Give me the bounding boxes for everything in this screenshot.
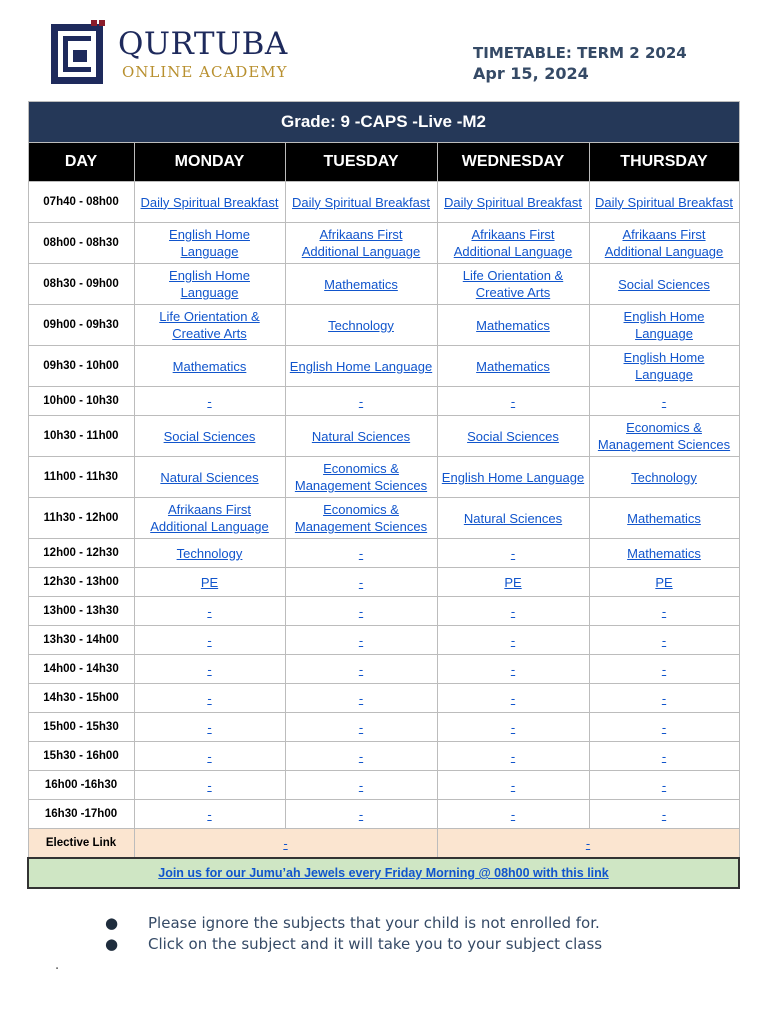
- cell-tuesday: [285, 597, 437, 626]
- time-slot: 15h00 - 15h30: [28, 713, 134, 742]
- table-row: [28, 387, 739, 416]
- subject-link[interactable]: -: [661, 632, 667, 648]
- table-row: [28, 771, 739, 800]
- table-row: [28, 742, 739, 771]
- subject-link[interactable]: Daily Spiritual Breakfast: [444, 194, 582, 210]
- cell-thursday: [589, 264, 739, 305]
- cell-wednesday: [437, 498, 589, 539]
- trailing-mark: .: [55, 958, 60, 973]
- time-slot: 15h30 - 16h00: [28, 742, 134, 771]
- subject-link[interactable]: English Home Language: [169, 268, 250, 300]
- subject-link[interactable]: Technology: [328, 317, 394, 333]
- cell-tuesday: [285, 346, 437, 387]
- timetable: [27, 101, 740, 889]
- time-slot: 11h00 - 11h30: [28, 457, 134, 498]
- table-row: [28, 346, 739, 387]
- cell-thursday: [589, 539, 739, 568]
- subject-link[interactable]: -: [207, 719, 212, 735]
- subject-link[interactable]: Daily Spiritual Breakfast: [595, 194, 733, 210]
- cell-thursday: [589, 416, 739, 457]
- cell-monday: [134, 182, 285, 223]
- jumuah-jewels-link[interactable]: Join us for our Jumu’ah Jewels every Friday Morning @ 08h00 with this link: [158, 866, 609, 880]
- subject-link[interactable]: English Home Language: [623, 350, 705, 382]
- note-item: [105, 934, 602, 955]
- day-header-thursday: THURSDAY: [589, 143, 739, 182]
- table-row: [28, 684, 739, 713]
- subject-link[interactable]: Social Sciences: [467, 428, 559, 444]
- table-row: [28, 457, 739, 498]
- cell-thursday: [589, 800, 739, 829]
- subject-link[interactable]: -: [661, 777, 667, 793]
- subject-link[interactable]: -: [358, 632, 364, 648]
- cell-tuesday: [285, 305, 437, 346]
- time-slot: 10h00 - 10h30: [28, 387, 134, 416]
- grade-title: Grade: 9 -CAPS -Live -M2: [28, 102, 739, 143]
- subject-link[interactable]: -: [358, 393, 364, 409]
- cell-tuesday: [285, 713, 437, 742]
- subject-link[interactable]: -: [510, 632, 516, 648]
- cell-tuesday: [285, 626, 437, 655]
- cell-tuesday: [285, 264, 437, 305]
- subject-link[interactable]: Technology: [176, 545, 243, 561]
- time-slot: 08h00 - 08h30: [28, 223, 134, 264]
- cell-tuesday: [285, 539, 437, 568]
- table-row: [28, 223, 739, 264]
- subject-link[interactable]: -: [207, 603, 212, 619]
- subject-link[interactable]: -: [358, 719, 364, 735]
- subject-link[interactable]: Mathematics: [172, 358, 247, 374]
- cell-wednesday: [437, 346, 589, 387]
- cell-tuesday: [285, 416, 437, 457]
- subject-link[interactable]: Afrikaans First Additional Language: [604, 227, 724, 259]
- cell-tuesday: [285, 223, 437, 264]
- cell-wednesday: [437, 771, 589, 800]
- cell-monday: [134, 539, 285, 568]
- cell-thursday: [589, 626, 739, 655]
- timetable-date: Apr 15, 2024: [473, 64, 589, 83]
- cell-thursday: [589, 597, 739, 626]
- subject-link[interactable]: Technology: [631, 469, 697, 485]
- subject-link[interactable]: Life Orientation & Creative Arts: [159, 309, 260, 341]
- subject-link[interactable]: Daily Spiritual Breakfast: [140, 194, 279, 210]
- bullet-icon: ●: [105, 935, 119, 953]
- cell-wednesday: [437, 223, 589, 264]
- subject-link[interactable]: English Home Language: [289, 358, 433, 374]
- cell-tuesday: [285, 684, 437, 713]
- cell-thursday: [589, 182, 739, 223]
- cell-thursday: [589, 568, 739, 597]
- time-slot: 10h30 - 11h00: [28, 416, 134, 457]
- cell-monday: [134, 223, 285, 264]
- cell-wednesday: [437, 800, 589, 829]
- cell-monday: [134, 416, 285, 457]
- subject-link[interactable]: -: [207, 690, 212, 706]
- table-row: [28, 264, 739, 305]
- subject-link[interactable]: Mathematics: [476, 317, 550, 333]
- cell-thursday: [589, 387, 739, 416]
- page-header: [0, 0, 768, 100]
- table-row: [28, 182, 739, 223]
- subject-link[interactable]: Afrikaans First Additional Language: [301, 227, 421, 259]
- cell-thursday: [589, 305, 739, 346]
- subject-link[interactable]: -: [358, 806, 364, 822]
- subject-link[interactable]: -: [358, 777, 364, 793]
- day-header-row: [28, 143, 739, 182]
- cell-thursday: [589, 498, 739, 539]
- cell-monday: [134, 771, 285, 800]
- subject-link[interactable]: -: [207, 777, 212, 793]
- cell-wednesday: [437, 684, 589, 713]
- timetable-term: TIMETABLE: TERM 2 2024: [473, 44, 687, 62]
- cell-thursday: [589, 742, 739, 771]
- elective-label: Elective Link: [28, 829, 134, 859]
- subject-link[interactable]: Daily Spiritual Breakfast: [292, 194, 430, 210]
- cell-tuesday: [285, 568, 437, 597]
- subject-link[interactable]: Mathematics: [627, 545, 701, 561]
- cell-wednesday: [437, 264, 589, 305]
- subject-link[interactable]: -: [510, 603, 516, 619]
- subject-link[interactable]: -: [358, 690, 364, 706]
- subject-link[interactable]: Afrikaans First Additional Language: [150, 502, 269, 534]
- subject-link[interactable]: Natural Sciences: [160, 469, 259, 485]
- subject-link[interactable]: Economics & Management Sciences: [294, 461, 428, 493]
- subject-link[interactable]: -: [661, 719, 667, 735]
- cell-wednesday: [437, 713, 589, 742]
- day-column-header: DAY: [28, 143, 134, 182]
- cell-wednesday: [437, 568, 589, 597]
- time-slot: 16h30 -17h00: [28, 800, 134, 829]
- subject-link[interactable]: Natural Sciences: [311, 428, 411, 444]
- subject-link[interactable]: PE: [200, 574, 219, 590]
- table-row: [28, 800, 739, 829]
- subject-link[interactable]: -: [510, 777, 516, 793]
- table-row: [28, 416, 739, 457]
- cell-tuesday: [285, 742, 437, 771]
- cell-monday: [134, 568, 285, 597]
- subject-link[interactable]: Social Sciences: [618, 276, 710, 292]
- subject-link[interactable]: -: [207, 661, 212, 677]
- subject-link[interactable]: English Home Language: [623, 309, 705, 341]
- subject-link[interactable]: PE: [504, 574, 522, 590]
- subject-link[interactable]: -: [661, 690, 667, 706]
- subject-link[interactable]: -: [510, 719, 516, 735]
- cell-monday: [134, 264, 285, 305]
- subject-link[interactable]: -: [661, 748, 667, 764]
- cell-wednesday: [437, 182, 589, 223]
- subject-link[interactable]: -: [661, 393, 667, 409]
- subject-link[interactable]: Mathematics: [476, 358, 550, 374]
- cell-monday: [134, 684, 285, 713]
- subject-link[interactable]: English Home Language: [441, 469, 585, 485]
- brand-name: QURTUBA: [118, 26, 288, 62]
- time-slot: 12h00 - 12h30: [28, 539, 134, 568]
- cell-thursday: [589, 771, 739, 800]
- cell-monday: [134, 387, 285, 416]
- subject-link[interactable]: PE: [655, 574, 673, 590]
- time-slot: 14h00 - 14h30: [28, 655, 134, 684]
- time-slot: 16h00 -16h30: [28, 771, 134, 800]
- subject-link[interactable]: -: [661, 661, 667, 677]
- subject-link[interactable]: -: [510, 806, 516, 822]
- subject-link[interactable]: -: [510, 661, 516, 677]
- cell-monday: [134, 655, 285, 684]
- table-row: [28, 305, 739, 346]
- subject-link[interactable]: -: [358, 545, 364, 561]
- time-slot: 12h30 - 13h00: [28, 568, 134, 597]
- subject-link[interactable]: -: [358, 661, 364, 677]
- brand-subtitle: ONLINE ACADEMY: [122, 63, 288, 81]
- subject-link[interactable]: -: [358, 574, 364, 590]
- cell-monday: [134, 305, 285, 346]
- bullet-icon: ●: [105, 914, 119, 932]
- cell-thursday: [589, 457, 739, 498]
- table-row: [28, 539, 739, 568]
- subject-link[interactable]: Natural Sciences: [463, 510, 563, 526]
- time-slot: 13h00 - 13h30: [28, 597, 134, 626]
- subject-link[interactable]: -: [207, 393, 212, 409]
- time-slot: 08h30 - 09h00: [28, 264, 134, 305]
- cell-wednesday: [437, 539, 589, 568]
- subject-link[interactable]: -: [358, 603, 364, 619]
- elective-link-1[interactable]: -: [283, 835, 288, 851]
- cell-thursday: [589, 713, 739, 742]
- note-item: [105, 913, 602, 934]
- table-row: [28, 568, 739, 597]
- subject-link[interactable]: -: [510, 690, 516, 706]
- qurtuba-logo-icon: [51, 20, 107, 86]
- cell-monday: [134, 626, 285, 655]
- note-text: Please ignore the subjects that your child is not enrolled for.: [148, 914, 600, 932]
- cell-thursday: [589, 684, 739, 713]
- subject-link[interactable]: -: [510, 748, 516, 764]
- subject-link[interactable]: Economics & Management Sciences: [294, 502, 428, 534]
- subject-link[interactable]: Life Orientation & Creative Arts: [462, 268, 564, 300]
- time-slot: 13h30 - 14h00: [28, 626, 134, 655]
- subject-link[interactable]: -: [358, 748, 364, 764]
- cell-wednesday: [437, 742, 589, 771]
- cell-monday: [134, 713, 285, 742]
- table-row: [28, 713, 739, 742]
- time-slot: 11h30 - 12h00: [28, 498, 134, 539]
- elective-link-2[interactable]: -: [585, 835, 591, 851]
- cell-monday: [134, 498, 285, 539]
- time-slot: 09h30 - 10h00: [28, 346, 134, 387]
- subject-link[interactable]: Mathematics: [627, 510, 701, 526]
- cell-wednesday: [437, 416, 589, 457]
- cell-wednesday: [437, 457, 589, 498]
- jumuah-row: [28, 858, 739, 888]
- cell-wednesday: [437, 597, 589, 626]
- subject-link[interactable]: -: [207, 806, 212, 822]
- time-slot: 07h40 - 08h00: [28, 182, 134, 223]
- time-slot: 14h30 - 15h00: [28, 684, 134, 713]
- subject-link[interactable]: English Home Language: [169, 227, 250, 259]
- time-slot: 09h00 - 09h30: [28, 305, 134, 346]
- subject-link[interactable]: -: [661, 806, 667, 822]
- cell-tuesday: [285, 771, 437, 800]
- table-row: [28, 626, 739, 655]
- cell-monday: [134, 457, 285, 498]
- table-row: [28, 655, 739, 684]
- cell-thursday: [589, 346, 739, 387]
- cell-wednesday: [437, 626, 589, 655]
- day-header-tuesday: TUESDAY: [285, 143, 437, 182]
- day-header-monday: MONDAY: [134, 143, 285, 182]
- subject-link[interactable]: -: [207, 748, 212, 764]
- subject-link[interactable]: -: [510, 393, 516, 409]
- notes-list: [105, 913, 602, 955]
- cell-tuesday: [285, 498, 437, 539]
- subject-link[interactable]: Mathematics: [324, 276, 398, 292]
- cell-monday: [134, 346, 285, 387]
- cell-wednesday: [437, 305, 589, 346]
- subject-link[interactable]: Social Sciences: [163, 428, 256, 444]
- cell-tuesday: [285, 800, 437, 829]
- cell-tuesday: [285, 655, 437, 684]
- subject-link[interactable]: -: [207, 632, 212, 648]
- timetable-body: [28, 182, 739, 829]
- cell-tuesday: [285, 387, 437, 416]
- cell-monday: [134, 800, 285, 829]
- table-row: [28, 498, 739, 539]
- cell-monday: [134, 742, 285, 771]
- note-text: Click on the subject and it will take you to your subject class: [148, 935, 603, 953]
- subject-link[interactable]: Afrikaans First Additional Language: [453, 227, 573, 259]
- subject-link[interactable]: -: [510, 545, 516, 561]
- cell-tuesday: [285, 182, 437, 223]
- elective-row: [28, 829, 739, 859]
- cell-thursday: [589, 655, 739, 684]
- cell-monday: [134, 597, 285, 626]
- subject-link[interactable]: Economics & Management Sciences: [597, 420, 731, 452]
- cell-tuesday: [285, 457, 437, 498]
- day-header-wednesday: WEDNESDAY: [437, 143, 589, 182]
- cell-wednesday: [437, 655, 589, 684]
- cell-wednesday: [437, 387, 589, 416]
- table-row: [28, 597, 739, 626]
- subject-link[interactable]: -: [661, 603, 667, 619]
- cell-thursday: [589, 223, 739, 264]
